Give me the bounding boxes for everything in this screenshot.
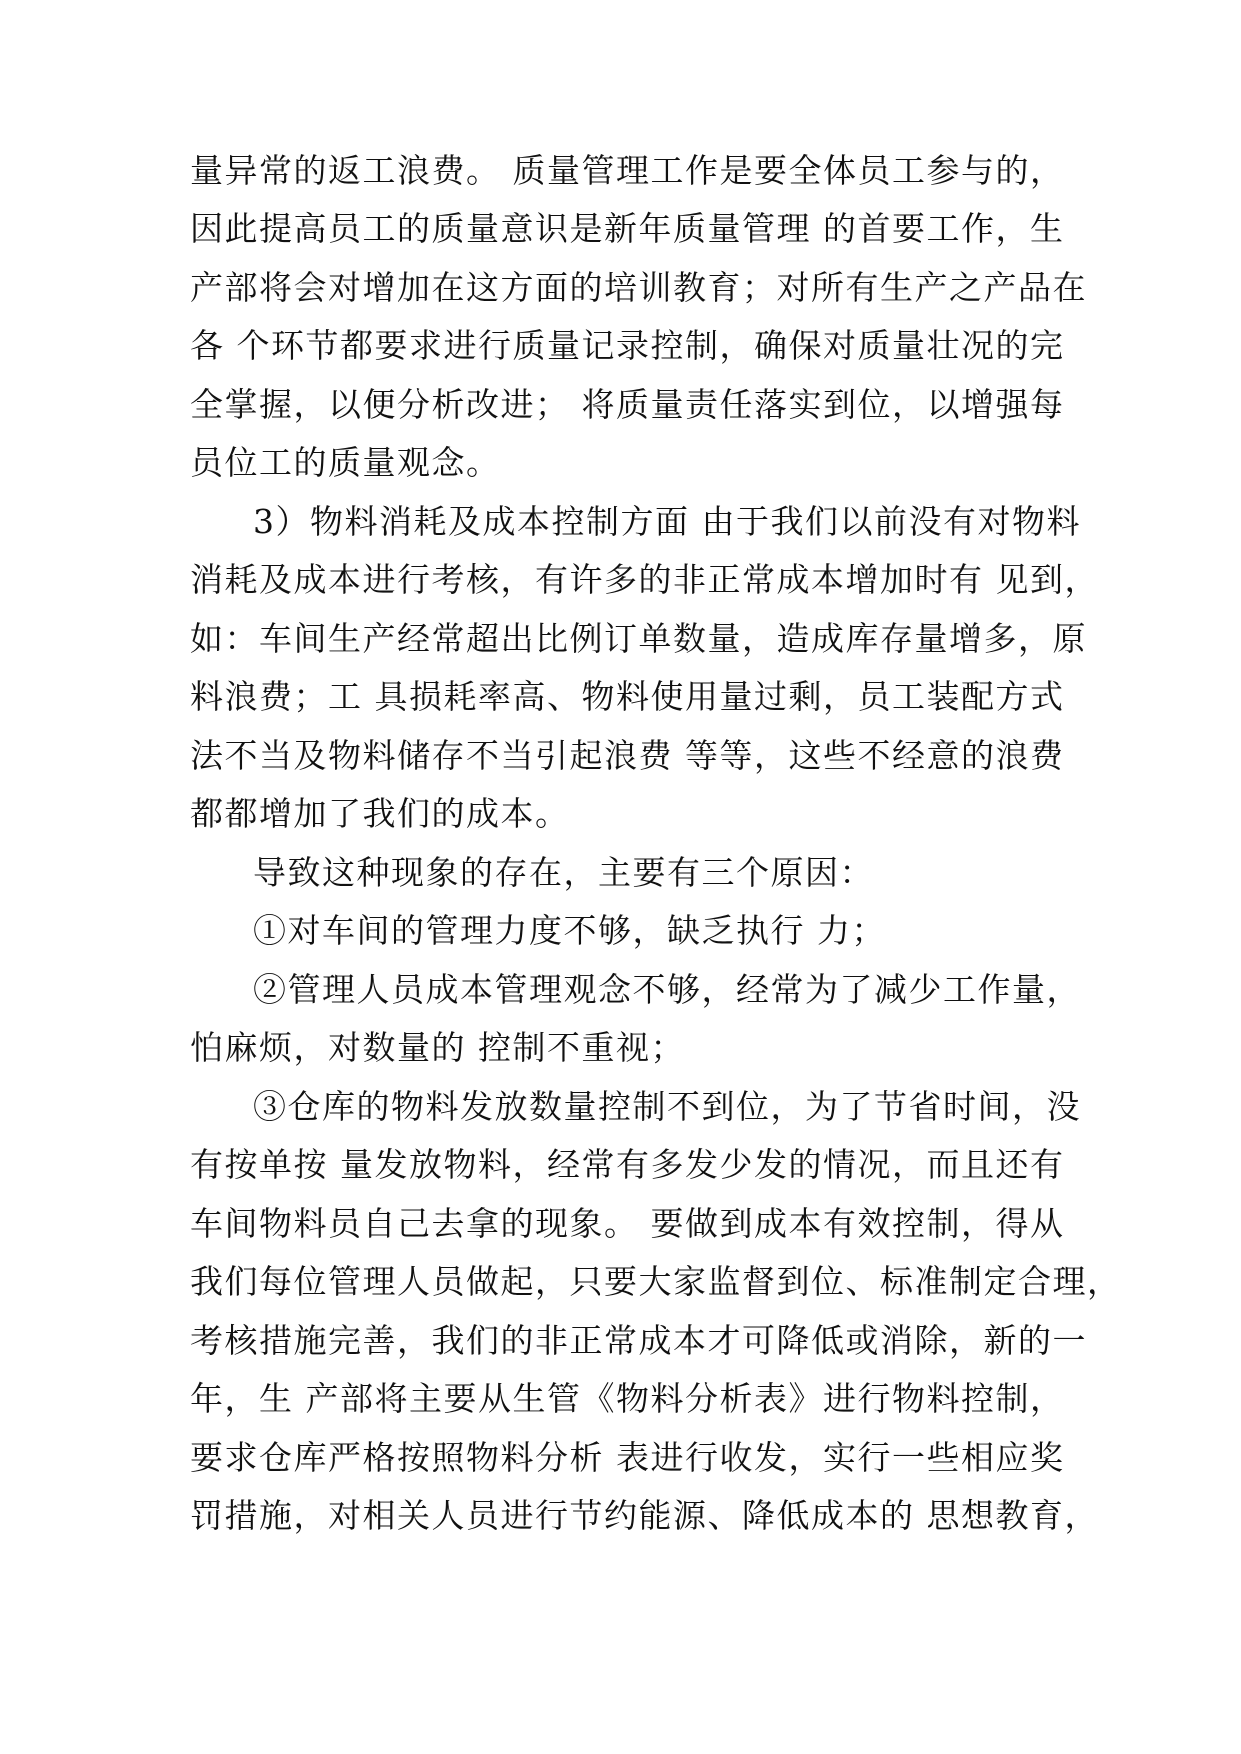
text-line: 导致这种现象的存在，主要有三个原因： [253,853,874,892]
text-line: 法不当及物料储存不当引起浪费 等等，这些不经意的浪费 [190,736,1065,775]
text-line: 料浪费；工 具损耗率高、物料使用量过剩，员工装配方式 [190,677,1065,716]
text-line: 车间物料员自己去拿的现象。 要做到成本有效控制，得从 [190,1204,1065,1243]
text-line: 罚措施，对相关人员进行节约能源、降低成本的 思想教育， [190,1496,1099,1535]
text-line: ②管理人员成本管理观念不够，经常为了减少工作量， [253,970,1081,1009]
text-line: 怕麻烦，对数量的 控制不重视； [190,1028,685,1067]
text-line: 3）物料消耗及成本控制方面 由于我们以前没有对物料 [253,502,1081,541]
text-line: 量异常的返工浪费。 质量管理工作是要全体员工参与的， [190,151,1065,190]
text-line: 如：车间生产经常超出比例订单数量，造成库存量增多，原 [190,619,1087,658]
text-line: ①对车间的管理力度不够，缺乏执行 力； [253,911,886,950]
text-line: 要求仓库严格按照物料分析 表进行收发，实行一些相应奖 [190,1438,1065,1477]
text-line: 我们每位管理人员做起，只要大家监督到位、标准制定合理， [190,1262,1122,1301]
text-line: 年，生 产部将主要从生管《物料分析表》进行物料控制， [190,1379,1065,1418]
text-line: 员位工的质量观念。 [190,443,501,482]
text-line: 各 个环节都要求进行质量记录控制，确保对质量壮况的完 [190,326,1065,365]
text-line: 都都增加了我们的成本。 [190,794,570,833]
text-line: 因此提高员工的质量意识是新年质量管理 的首要工作，生 [190,209,1065,248]
text-line: ③仓库的物料发放数量控制不到位，为了节省时间，没 [253,1087,1081,1126]
text-line: 考核措施完善，我们的非正常成本才可降低或消除，新的一 [190,1321,1087,1360]
text-line: 消耗及成本进行考核，有许多的非正常成本增加时有 见到， [190,560,1099,599]
text-line: 全掌握，以便分析改进； 将质量责任落实到位，以增强每 [190,385,1065,424]
text-line: 产部将会对增加在这方面的培训教育；对所有生产之产品在 [190,268,1087,307]
text-line: 有按单按 量发放物料，经常有多发少发的情况，而且还有 [190,1145,1065,1184]
